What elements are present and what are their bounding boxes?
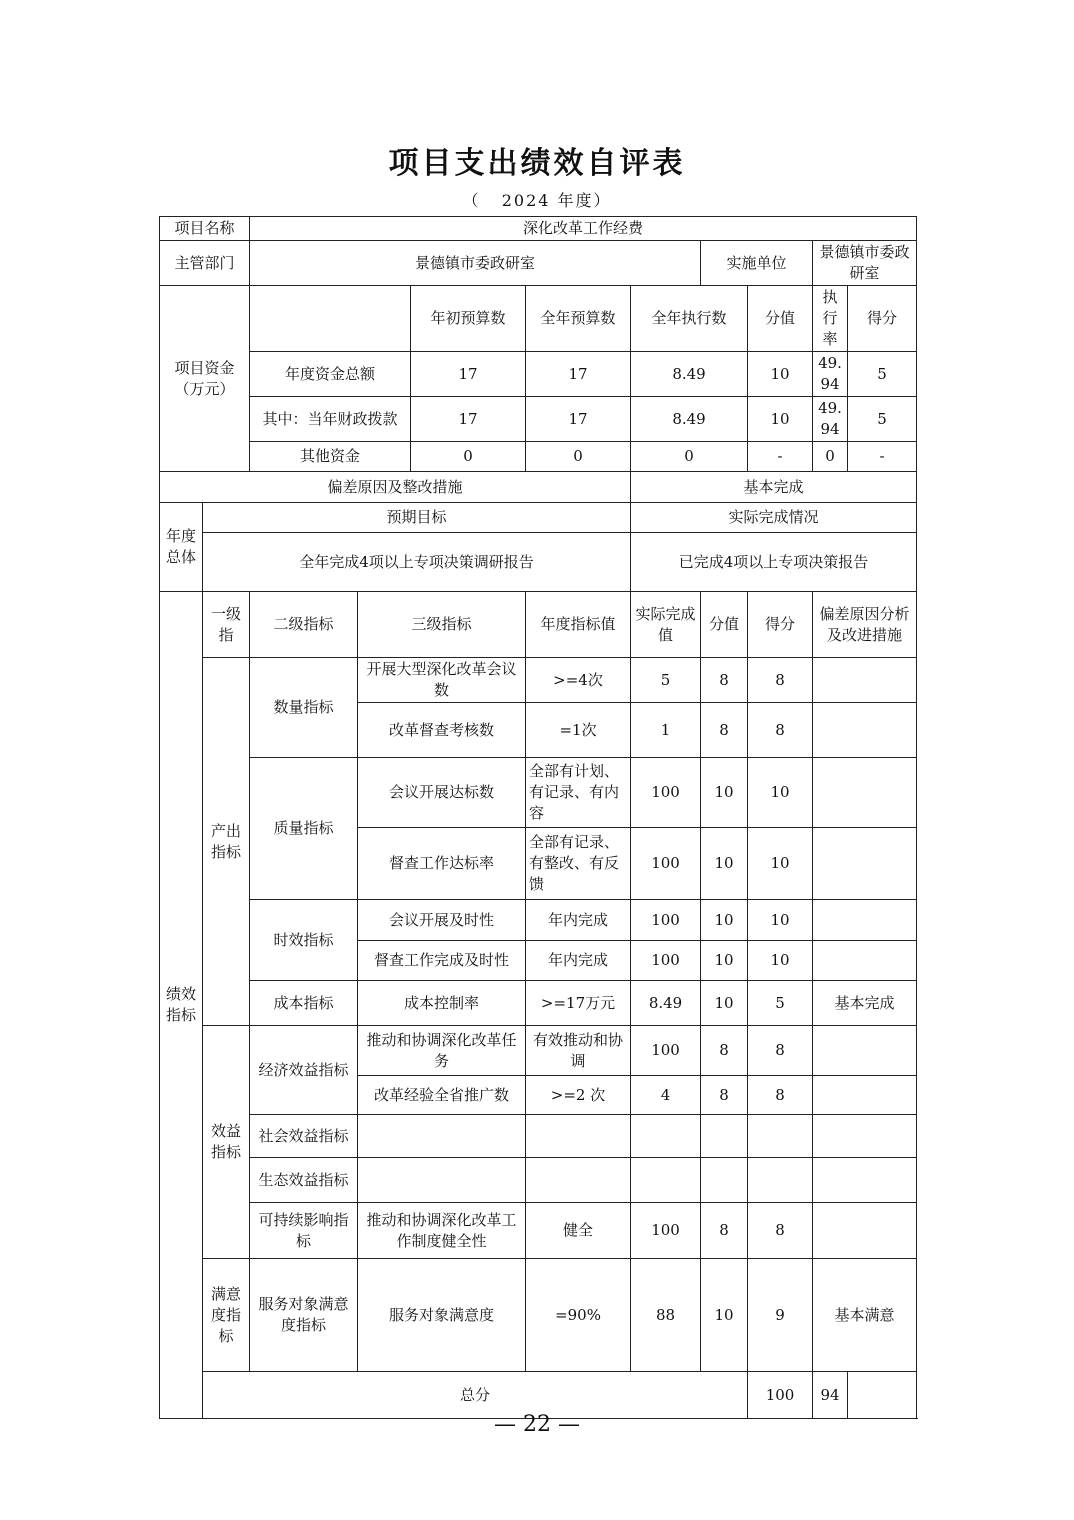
table-row: 社会效益指标 <box>160 1115 917 1158</box>
page-title: 项目支出绩效自评表 <box>388 146 686 181</box>
project-name-label: 项目名称 <box>160 217 250 241</box>
project-name-value: 深化改革工作经费 <box>250 217 917 241</box>
col-score-value: 分值 <box>748 286 813 352</box>
deviation-label: 偏差原因及整改措施 <box>160 472 631 503</box>
impl-unit-label: 实施单位 <box>701 241 813 286</box>
table-row: 生态效益指标 <box>160 1158 917 1203</box>
goal-header-row <box>160 503 917 533</box>
total-value: 100 <box>748 1372 813 1419</box>
perf-indicators-label: 绩效指标 <box>160 592 203 1419</box>
year-subtitle: （ 2024 年度） <box>462 191 612 210</box>
table-row: 改革督查考核数 =1次 1 8 8 <box>160 703 917 758</box>
col-annual-budget: 全年预算数 <box>526 286 631 352</box>
funds-label: 项目资金（万元） <box>160 286 250 472</box>
annual-overall-label: 年度总体 <box>160 503 203 592</box>
table-row: 改革经验全省推广数 >=2 次 4 8 8 <box>160 1076 917 1115</box>
table-row: 时效指标 会议开展及时性 年内完成 100 10 10 <box>160 900 917 941</box>
page-number: — 22 — <box>494 1412 580 1437</box>
group-benefit: 效益指标 <box>203 1026 250 1259</box>
impl-unit-value: 景德镇市委政研室 <box>813 241 917 286</box>
table-row: 产出指标 数量指标 开展大型深化改革会议数 >=4次 5 8 8 <box>160 658 917 703</box>
deviation-result: 基本完成 <box>631 472 917 503</box>
total-score: 94 <box>813 1372 848 1419</box>
department-value: 景德镇市委政研室 <box>250 241 701 286</box>
funds-row: 其中：当年财政拨款 17 17 8.49 10 49.94 5 <box>160 397 917 442</box>
table-row: 质量指标 会议开展达标数 全部有计划、有记录、有内容 100 10 10 <box>160 758 917 828</box>
indicator-header-row: 绩效指标 一级指 二级指标 三级指标 年度指标值 实际完成值 分值 得分 偏差原因分析及改进措施 <box>160 592 917 658</box>
funds-header-row <box>160 286 917 352</box>
total-label: 总分 <box>203 1372 748 1419</box>
table-row: 满意度指标 服务对象满意度指标 服务对象满意度 =90% 88 10 9 基本满意 <box>160 1259 917 1372</box>
group-output: 产出指标 <box>203 658 250 1026</box>
project-name-row <box>160 217 917 241</box>
deviation-row <box>160 472 917 503</box>
department-row <box>160 241 917 286</box>
expected-goal-label: 预期目标 <box>203 503 631 533</box>
col-score: 得分 <box>848 286 917 352</box>
goal-text: 全年完成4项以上专项决策调研报告 <box>203 533 631 592</box>
funds-row: 其他资金 0 0 0 - 0 - <box>160 442 917 472</box>
table-row: 督查工作完成及时性 年内完成 100 10 10 <box>160 941 917 981</box>
col-exec-rate: 执行率 <box>813 286 848 352</box>
col-execution: 全年执行数 <box>631 286 748 352</box>
table-row: 效益指标 经济效益指标 推动和协调深化改革任务 有效推动和协调 100 8 8 <box>160 1026 917 1076</box>
col-initial-budget: 年初预算数 <box>411 286 526 352</box>
department-label: 主管部门 <box>160 241 250 286</box>
table-row: 督查工作达标率 全部有记录、有整改、有反馈 100 10 10 <box>160 828 917 900</box>
actual-completion-label: 实际完成情况 <box>631 503 917 533</box>
table-row: 可持续影响指标 推动和协调深化改革工作制度健全性 健全 100 8 8 <box>160 1203 917 1259</box>
group-satisfaction: 满意度指标 <box>203 1259 250 1372</box>
funds-header-blank <box>250 286 411 352</box>
table-row: 成本指标 成本控制率 >=17万元 8.49 10 5 基本完成 <box>160 981 917 1026</box>
goal-row <box>160 533 917 592</box>
performance-table <box>159 216 917 1419</box>
actual-text: 已完成4项以上专项决策报告 <box>631 533 917 592</box>
funds-row: 年度资金总额 17 17 8.49 10 49.94 5 <box>160 352 917 397</box>
